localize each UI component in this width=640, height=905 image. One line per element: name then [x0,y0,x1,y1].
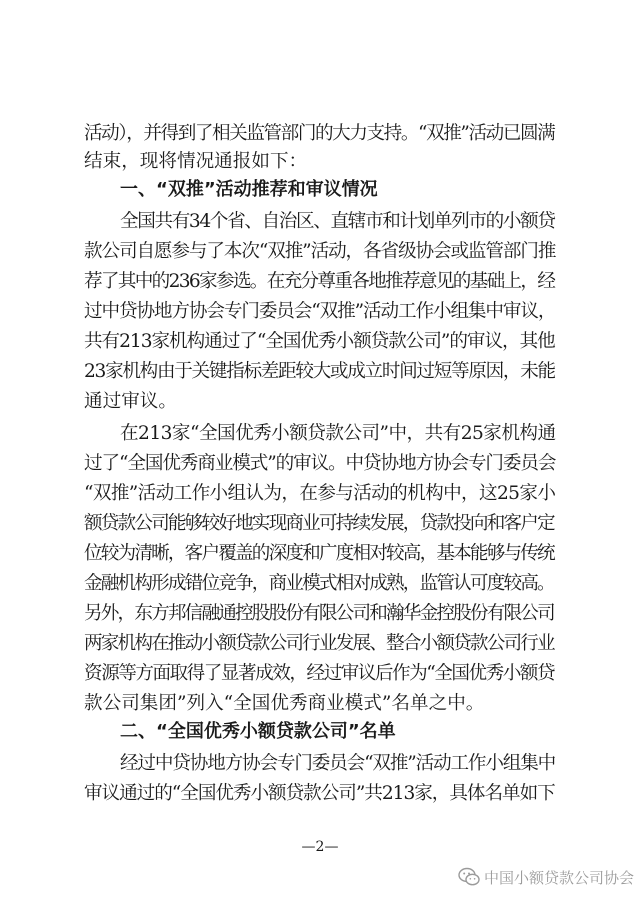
text-line: 全国共有34个省、自治区、直辖市和计划单列市的小额贷 [120,211,555,232]
text-line: 过了“全国优秀商业模式”的审议。中贷协地方协会专门委员会 [84,453,556,474]
text-line: 在213家“全国优秀小额贷款公司”中，共有25家机构通 [120,423,556,444]
watermark-text: 中国小额贷款公司协会 [484,868,635,887]
section-heading: 二、“全国优秀小额贷款公司”名单 [120,721,396,742]
text-line: 通过审议。 [84,391,177,412]
text-line: 款公司集团”列入“全国优秀商业模式”名单之中。 [84,693,485,714]
text-line: 23家机构由于关键指标差距较大或成立时间过短等原因，未能 [84,361,555,382]
section-heading: 一、“双推”活动推荐和审议情况 [120,179,378,200]
text-line: 金融机构形成错位竞争，商业模式相对成熟，监管认可度较高。 [84,573,554,594]
text-line: 款公司自愿参与了本次“双推”活动，各省级协会或监管部门推 [84,241,556,262]
page-number: —2— [301,839,339,855]
text-line: 审议通过的“全国优秀小额贷款公司”共213家，具体名单如下 [84,783,555,804]
text-line: 额贷款公司能够较好地实现商业可持续发展，贷款投向和客户定 [84,513,554,534]
watermark [458,864,634,890]
text-line: 另外，东方邦信融通控股股份有限公司和瀚华金控股份有限公司 [84,603,554,624]
text-line: 资源等方面取得了显著成效，经过审议后作为“全国优秀小额贷 [84,663,555,684]
text-line: 荐了其中的236家参选。在充分尊重各地推荐意见的基础上，经 [84,271,555,292]
text-line: 两家机构在推动小额贷款公司行业发展、整合小额贷款公司行业 [84,633,554,654]
text-line: 共有213家机构通过了“全国优秀小额贷款公司”的审议，其他 [84,331,555,352]
text-line: “双推”活动工作小组认为，在参与活动的机构中，这25家小 [84,483,556,504]
text-line: 活动），并得到了相关监管部门的大力支持。“双推”活动已圆满 [84,123,555,144]
text-line: 过中贷协地方协会专门委员会“双推”活动工作小组集中审议， [84,301,556,322]
text-line: 位较为清晰，客户覆盖的深度和广度相对较高，基本能够与传统 [84,543,554,564]
text-line: 结束，现将情况通报如下： [84,151,308,172]
text-line: 经过中贷协地方协会专门委员会“双推”活动工作小组集中 [120,753,556,774]
wechat-icon [458,867,480,887]
